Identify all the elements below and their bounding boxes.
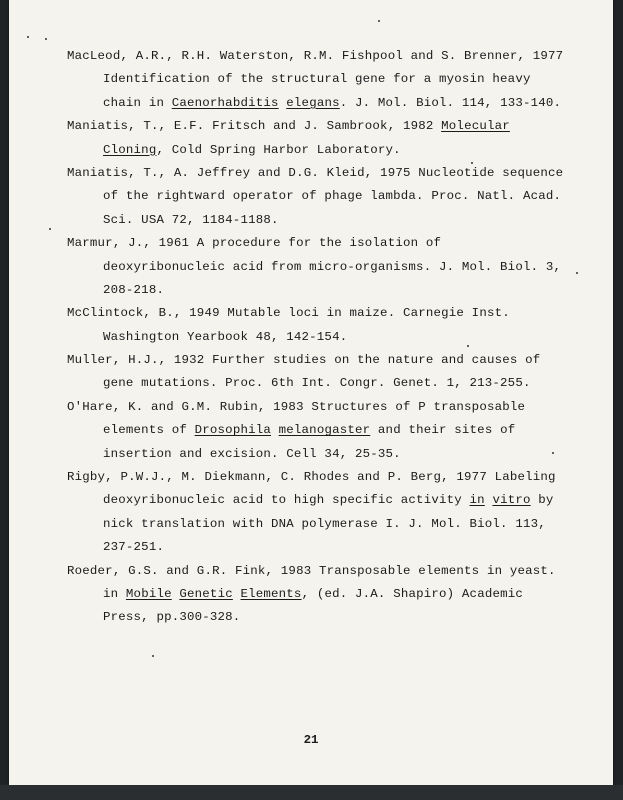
paper-speck [152, 655, 154, 657]
paper-speck [378, 20, 380, 22]
reference-text: Rigby, P.W.J., M. Diekmann, C. Rhodes and P. Berg, 1977 Labeling [67, 470, 556, 485]
reference-line [67, 466, 587, 489]
reference-text: , (ed. J.A. Shapiro) Academic [301, 586, 524, 601]
reference-text: Identification of the structural gene for a myosin heavy [103, 72, 531, 87]
underlined-text: Caenorhabditis [171, 95, 279, 110]
reference-entry [67, 302, 587, 349]
underlined-text: Drosophila [194, 423, 271, 438]
reference-line [67, 139, 587, 162]
paper-speck [49, 228, 51, 230]
reference-entry [67, 232, 587, 302]
reference-line [67, 560, 587, 583]
reference-entry [67, 45, 587, 115]
reference-line [67, 45, 587, 68]
reference-line [67, 489, 587, 512]
underlined-text: in [469, 493, 485, 508]
reference-line [67, 443, 587, 466]
underlined-text: vitro [492, 493, 531, 508]
reference-text: and their sites of [370, 423, 516, 438]
underlined-text: Mobile [125, 586, 172, 601]
scan-background [0, 785, 623, 800]
reference-line [67, 185, 587, 208]
underlined-text: Elements [240, 586, 302, 601]
reference-text: McClintock, B., 1949 Mutable loci in maize. Carnegie Inst. [67, 306, 510, 321]
reference-entry [67, 466, 587, 560]
reference-line [67, 279, 587, 302]
reference-text: O'Hare, K. and G.M. Rubin, 1983 Structures of P transposable [67, 399, 526, 414]
reference-entry [67, 396, 587, 466]
reference-line [67, 349, 587, 372]
paper-speck [45, 38, 47, 40]
underlined-text: melanogaster [278, 423, 371, 438]
reference-text: nick translation with DNA polymerase I. J. Mol. Biol. 113, [103, 516, 546, 531]
underlined-text: elegans [286, 95, 340, 110]
underlined-text: Genetic [179, 586, 233, 601]
reference-text: insertion and excision. Cell 34, 25-35. [103, 446, 401, 461]
reference-line [67, 396, 587, 419]
reference-text: deoxyribonucleic acid from micro-organisms. J. Mol. Biol. 3, [103, 259, 562, 274]
reference-text: Marmur, J., 1961 A procedure for the isolation of [67, 236, 442, 251]
reference-line [67, 583, 587, 606]
reference-entry [67, 115, 587, 162]
reference-text: by [530, 493, 554, 508]
reference-text: elements of [103, 423, 195, 438]
reference-text: , Cold Spring Harbor Laboratory. [156, 142, 401, 157]
reference-line [67, 256, 587, 279]
reference-line [67, 209, 587, 232]
reference-line [67, 606, 587, 629]
reference-text: Press, pp.300-328. [103, 610, 241, 625]
underlined-text: Cloning [103, 142, 157, 157]
reference-text: . J. Mol. Biol. 114, 133-140. [339, 95, 562, 110]
reference-text: in [103, 586, 126, 601]
reference-text: 208-218. [103, 282, 165, 297]
underlined-text: Molecular [441, 119, 510, 134]
reference-text [271, 423, 279, 437]
reference-line [67, 92, 587, 115]
document-page [9, 0, 613, 785]
reference-text: Maniatis, T., A. Jeffrey and D.G. Kleid, 1975 Nucleotide sequence [67, 165, 564, 180]
reference-line [67, 536, 587, 559]
reference-line [67, 115, 587, 138]
reference-line [67, 162, 587, 185]
reference-line [67, 326, 587, 349]
reference-list [67, 45, 587, 630]
reference-text: Muller, H.J., 1932 Further studies on the nature and causes of [67, 353, 541, 368]
reference-text: of the rightward operator of phage lambda. Proc. Natl. Acad. [103, 189, 562, 204]
reference-text: Washington Yearbook 48, 142-154. [103, 329, 348, 344]
reference-line [67, 302, 587, 325]
reference-text: deoxyribonucleic acid to high specific activity [103, 493, 470, 508]
reference-text: MacLeod, A.R., R.H. Waterston, R.M. Fishpool and S. Brenner, 1977 [67, 49, 564, 63]
reference-entry [67, 349, 587, 396]
reference-text: Maniatis, T., E.F. Fritsch and J. Sambrook, 1982 [67, 119, 442, 134]
reference-entry [67, 162, 587, 232]
reference-line [67, 372, 587, 395]
reference-line [67, 232, 587, 255]
reference-text: Roeder, G.S. and G.R. Fink, 1983 Transposable elements in yeast. [67, 563, 556, 578]
reference-line [67, 419, 587, 442]
reference-text: Sci. USA 72, 1184-1188. [103, 212, 279, 227]
paper-speck [27, 36, 29, 38]
reference-text: 237-251. [103, 540, 165, 555]
reference-line [67, 513, 587, 536]
reference-line [67, 68, 587, 91]
reference-entry [67, 560, 587, 630]
reference-text: gene mutations. Proc. 6th Int. Congr. Genet. 1, 213-255. [103, 376, 531, 391]
page-number: 21 [303, 733, 319, 747]
reference-text: chain in [103, 95, 172, 110]
